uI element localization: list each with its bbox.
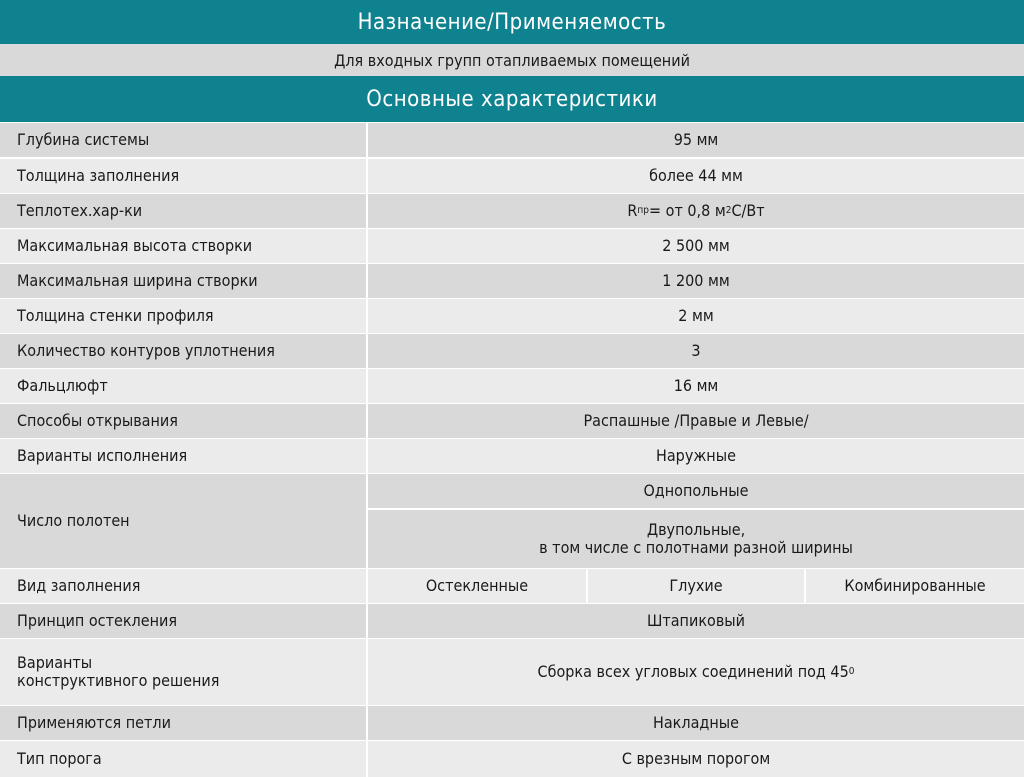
r-rest: = от 0,8 м (649, 201, 726, 220)
spec-row-rebate (0, 369, 1024, 403)
spec-value: С врезным порогом (621, 749, 771, 768)
r-exponent: 2 (725, 205, 732, 216)
spec-row-variant (0, 439, 1024, 473)
spec-row-construction (0, 639, 1024, 705)
specs-title-text: Основные характеристики (366, 86, 658, 112)
spec-row-depth (0, 123, 1024, 157)
leaves-double-line2: в том числе с полотнами разной ширины (539, 538, 853, 557)
fill-option: Остекленные (368, 569, 588, 603)
spec-value-construction (368, 639, 1024, 705)
leaves-double-line1: Двупольные, (646, 520, 746, 539)
spec-value: Наружные (656, 446, 736, 465)
spec-label: Максимальная высота створки (0, 229, 368, 263)
spec-value-thermal (368, 194, 1024, 228)
spec-value: 2 500 мм (662, 236, 730, 255)
spec-label: Применяются петли (0, 706, 368, 740)
spec-label: Варианты исполнения (0, 439, 368, 473)
leaves-single: Однопольные (643, 481, 749, 500)
specs-title (0, 76, 1024, 122)
spec-row-thermal (0, 194, 1024, 228)
spec-label: Принцип остекления (0, 604, 368, 638)
spec-value: 3 (691, 341, 701, 360)
spec-value: 95 мм (673, 130, 719, 149)
spec-value: Накладные (653, 713, 739, 732)
spec-row-opening (0, 404, 1024, 438)
leaves-values (368, 474, 1024, 568)
r-symbol: R (627, 201, 638, 220)
spec-label: Число полотен (0, 474, 368, 568)
spec-value: Штапиковый (646, 611, 746, 630)
purpose-text-value: Для входных групп отапливаемых помещений (334, 50, 690, 70)
spec-label: Теплотех.хар-ки (0, 194, 368, 228)
fill-option: Глухие (588, 569, 806, 603)
spec-row-fill-type (0, 569, 1024, 603)
construction-label-line2: конструктивного решения (17, 671, 220, 690)
spec-value: Распашные /Правые и Левые/ (583, 411, 809, 430)
spec-row-fill-thickness (0, 159, 1024, 193)
spec-label: Фальцлюфт (0, 369, 368, 403)
r-subscript: пр (637, 205, 649, 216)
spec-value: более 44 мм (649, 166, 743, 185)
fill-option: Комбинированные (844, 576, 986, 595)
spec-value: 1 200 мм (662, 271, 730, 290)
spec-label-multiline (0, 639, 368, 705)
spec-row-max-height (0, 229, 1024, 263)
spec-row-leaves (0, 474, 1024, 568)
spec-row-wall-thickness (0, 299, 1024, 333)
spec-label: Тип порога (0, 741, 368, 777)
leaves-double (368, 510, 1024, 568)
spec-row-seal-contours (0, 334, 1024, 368)
spec-label: Максимальная ширина створки (0, 264, 368, 298)
spec-label: Способы открывания (0, 404, 368, 438)
spec-row-max-width (0, 264, 1024, 298)
purpose-title-text: Назначение/Применяемость (357, 9, 667, 35)
spec-label: Глубина системы (0, 123, 368, 157)
spec-row-threshold (0, 741, 1024, 777)
spec-row-hinges (0, 706, 1024, 740)
purpose-text (0, 44, 1024, 76)
spec-label: Количество контуров уплотнения (0, 334, 368, 368)
spec-row-glazing (0, 604, 1024, 638)
spec-value: 16 мм (673, 376, 719, 395)
construction-label-line1: Варианты (17, 653, 93, 672)
spec-label: Вид заполнения (0, 569, 368, 603)
spec-value: 2 мм (678, 306, 714, 325)
spec-label: Толщина заполнения (0, 159, 368, 193)
spec-label: Толщина стенки профиля (0, 299, 368, 333)
r-unit: С/Вт (731, 201, 765, 220)
degree-sign: 0 (848, 666, 855, 677)
purpose-title (0, 0, 1024, 44)
construction-value: Сборка всех угловых соединений под 45 (537, 662, 849, 681)
